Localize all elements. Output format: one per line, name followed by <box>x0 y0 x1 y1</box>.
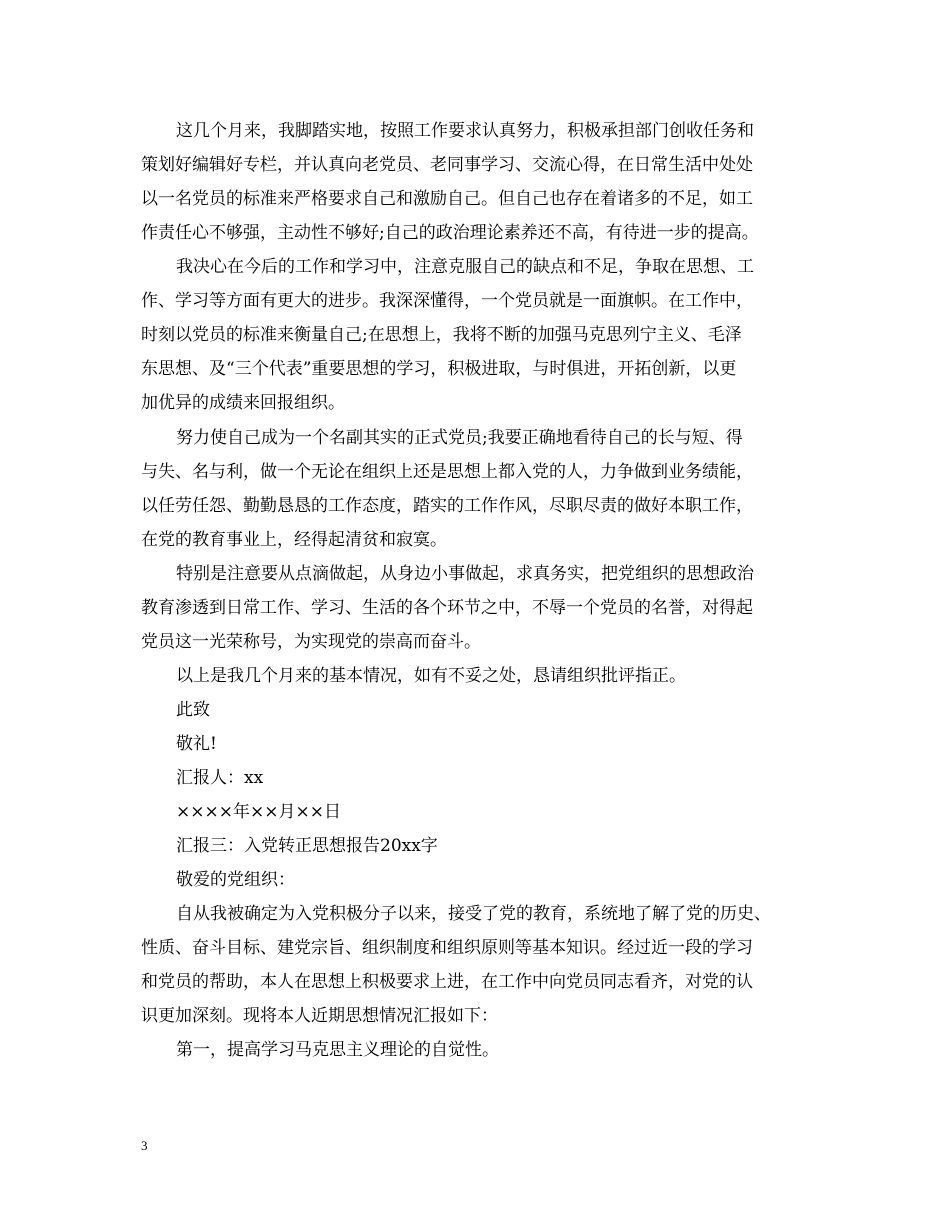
reporter-signature: 汇报人：xx <box>176 768 264 788</box>
paragraph-line: 这几个月来，我脚踏实地，按照工作要求认真努力，积极承担部门创收任务和 <box>176 121 754 141</box>
paragraph-line: 与失、名与利，做一个无论在组织上还是思想上都入党的人，力争做到业务绩能， <box>141 462 753 482</box>
closing-salutation: 此致 <box>176 700 210 720</box>
paragraph-line: 加优异的成绩来回报组织。 <box>141 393 345 413</box>
paragraph-line: 策划好编辑好专栏，并认真向老党员、老同事学习、交流心得，在日常生活中处处 <box>141 155 753 175</box>
paragraph-line: 在党的教育事业上，经得起清贫和寂寞。 <box>141 530 447 550</box>
report-date: ××××年××月××日 <box>176 802 341 822</box>
paragraph-line: 性质、奋斗目标、建党宗旨、组织制度和组织原则等基本知识。经过近一段的学习 <box>141 938 753 958</box>
paragraph-line: 作责任心不够强，主动性不够好;自己的政治理论素养还不高，有待进一步的提高。 <box>141 223 759 243</box>
paragraph-line: 自从我被确定为入党积极分子以来，接受了党的教育，系统地了解了党的历史、 <box>176 904 771 924</box>
paragraph-line: 时刻以党员的标准来衡量自己;在思想上，我将不断的加强马克思列宁主义、毛泽 <box>141 325 742 345</box>
paragraph-line: 第一，提高学习马克思主义理论的自觉性。 <box>176 1040 499 1060</box>
paragraph-line: 以一名党员的标准来严格要求自己和激励自己。但自己也存在着诸多的不足，如工 <box>141 189 753 209</box>
page-number: 3 <box>141 1138 148 1153</box>
section-heading: 汇报三：入党转正思想报告20xx字 <box>176 836 438 856</box>
paragraph-line: 教育渗透到日常工作、学习、生活的各个环节之中，不辱一个党员的名誉，对得起 <box>141 598 753 618</box>
paragraph-line: 以任劳任怨、勤勤恳恳的工作态度，踏实的工作作风，尽职尽责的做好本职工作， <box>141 496 753 516</box>
paragraph-line: 东思想、及“三个代表”重要思想的学习，积极进取，与时俱进，开拓创新，以更 <box>141 359 737 379</box>
paragraph-line: 作、学习等方面有更大的进步。我深深懂得，一个党员就是一面旗帜。在工作中， <box>141 291 753 311</box>
letter-greeting: 敬爱的党组织： <box>176 870 295 890</box>
paragraph-line: 和党员的帮助，本人在思想上积极要求上进，在工作中向党员同志看齐，对党的认 <box>141 972 753 992</box>
paragraph-line: 我决心在今后的工作和学习中，注意克服自己的缺点和不足，争取在思想、工 <box>176 257 754 277</box>
paragraph-line: 努力使自己成为一个名副其实的正式党员;我要正确地看待自己的长与短、得 <box>176 428 743 448</box>
paragraph-line: 识更加深刻。现将本人近期思想情况汇报如下： <box>141 1006 498 1026</box>
closing-respect: 敬礼! <box>176 734 217 754</box>
paragraph-line: 以上是我几个月来的基本情况，如有不妥之处，恳请组织批评指正。 <box>176 666 686 686</box>
paragraph-line: 特别是注意要从点滴做起，从身边小事做起，求真务实，把党组织的思想政治 <box>176 564 754 584</box>
paragraph-line: 党员这一光荣称号，为实现党的崇高而奋斗。 <box>141 632 481 652</box>
